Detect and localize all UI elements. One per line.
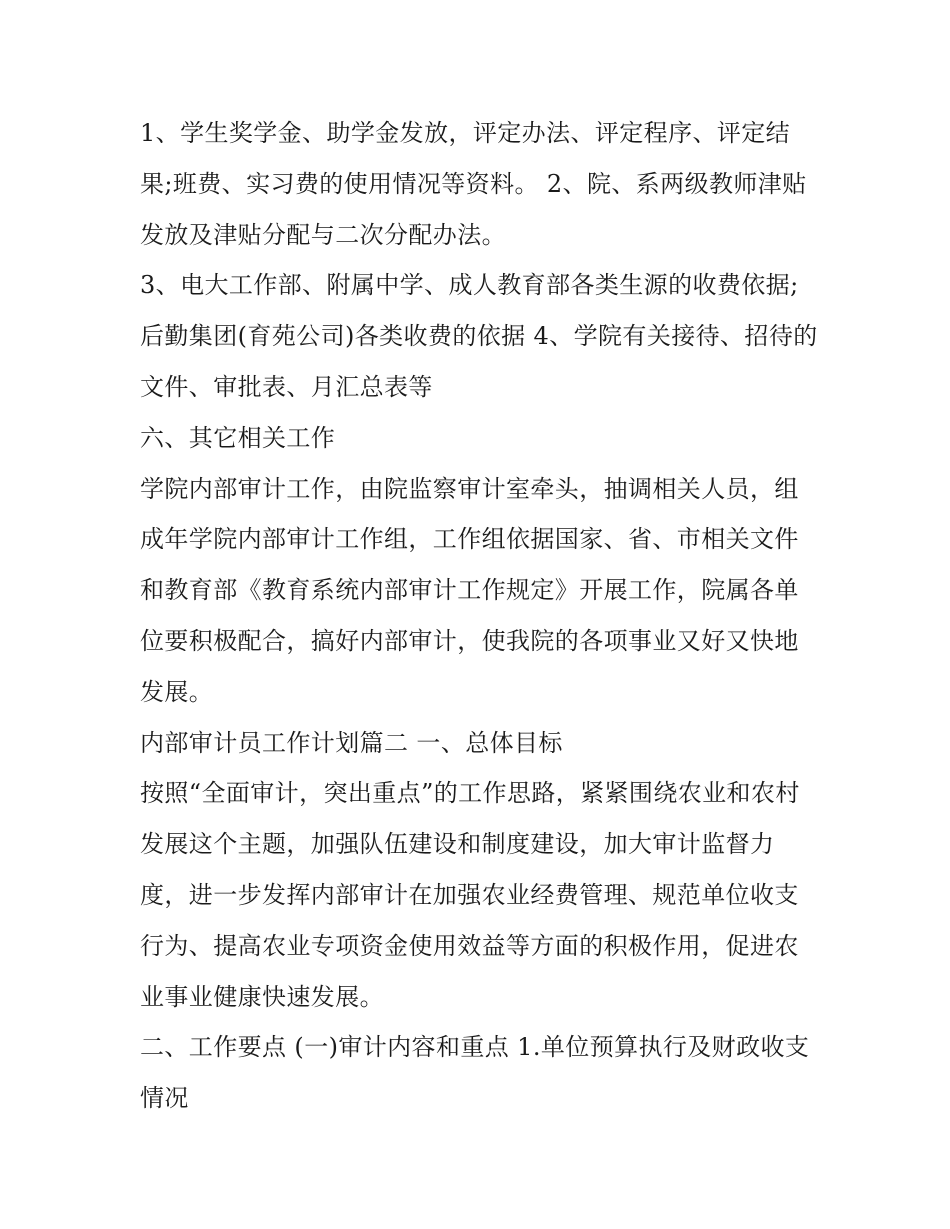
document-body	[140, 108, 820, 1124]
section-heading-other-work: 六、其它相关工作	[140, 423, 336, 452]
section-heading-plan-part-two: 内部审计员工作计划篇二 一、总体目标	[140, 728, 563, 757]
paragraph-internal-audit-team: 学院内部审计工作，由院监察审计室牵头，抽调相关人员，组成年学院内部审计工作组，工作组依据国家、省、市相关文件和教育部《教育系统内部审计工作规定》开展工作，院属各单位要积极配合，搞好内部审计，使我院的各项事业又好又快地发展。	[140, 474, 799, 706]
paragraph-overall-goal: 按照“全面审计，突出重点”的工作思路，紧紧围绕农业和农村发展这个主题，加强队伍建设和制度建设，加大审计监督力度，进一步发挥内部审计在加强农业经费管理、规范单位收支行为、提高农业专项资金使用效益等方面的积极作用，促进农业事业健康快速发展。	[140, 779, 800, 1011]
paragraph-scholarship-fees: 1、学生奖学金、助学金发放，评定办法、评定程序、评定结果;班费、实习费的使用情况等资料。 2、院、系两级教师津贴发放及津贴分配与二次分配办法。	[140, 119, 807, 249]
section-heading-work-points: 二、工作要点 (一)审计内容和重点 1.单位预算执行及财政收支情况	[140, 1033, 810, 1113]
paragraph-fee-basis: 3、电大工作部、附属中学、成人教育部各类生源的收费依据;后勤集团(育苑公司)各类收费的依据 4、学院有关接待、招待的文件、审批表、月汇总表等	[140, 271, 818, 401]
